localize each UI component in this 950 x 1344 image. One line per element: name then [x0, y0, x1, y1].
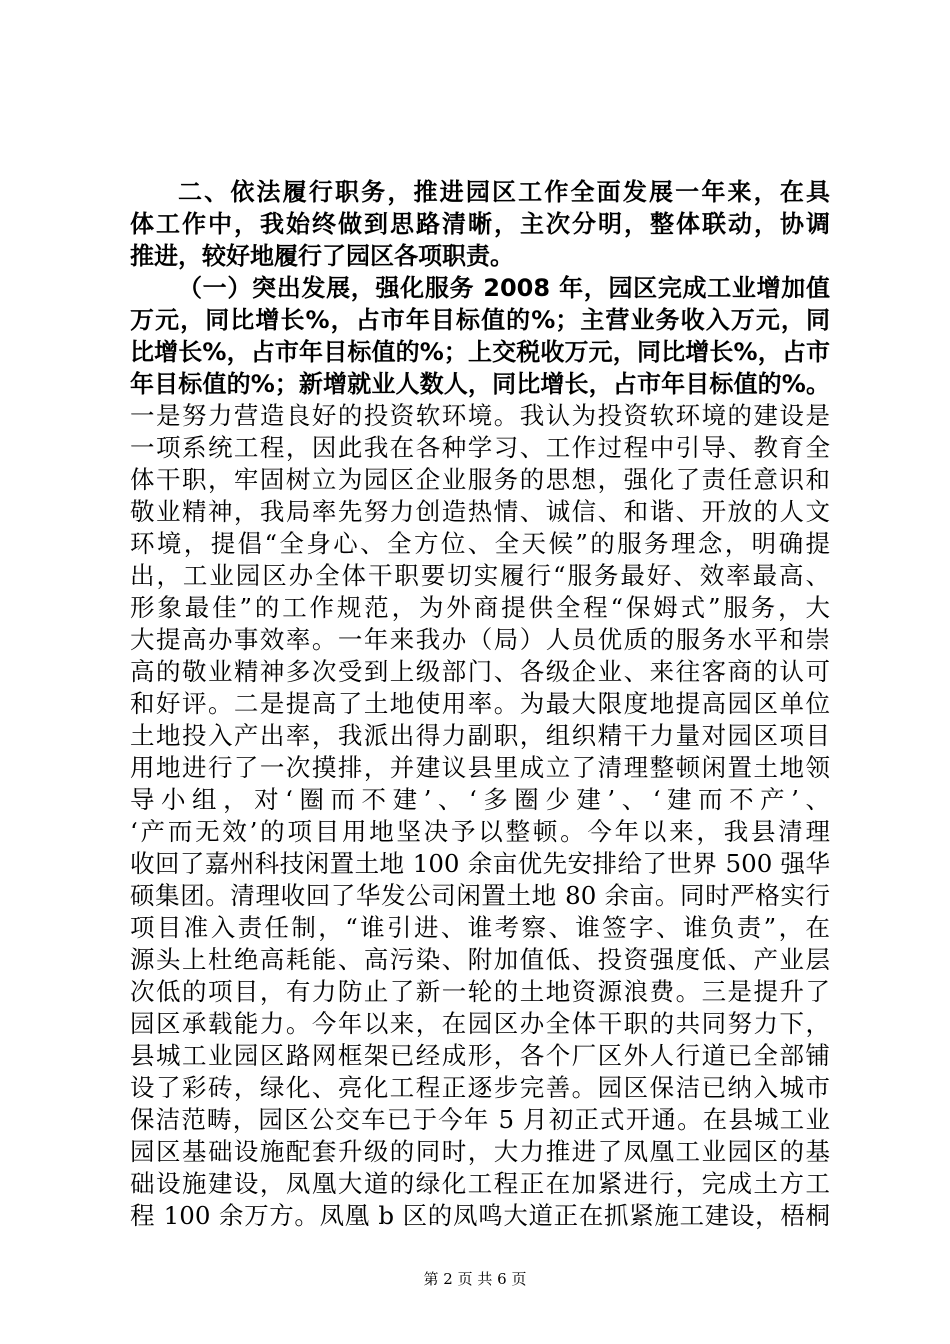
text-line: 比增长%，占市年目标值的%；上交税收万元，同比增长%，占市 — [130, 338, 830, 366]
text-line: 硕集团。清理收回了华发公司闲置土地 80 余亩。同时严格实行 — [130, 881, 830, 910]
text-line: 础设施建设，凤凰大道的绿化工程正在加紧进行，完成土方工 — [130, 1169, 830, 1198]
text-line: 出，工业园区办全体干职要切实履行“服务最好、效率最高、 — [130, 561, 830, 590]
text-line: 源头上杜绝高耗能、高污染、附加值低、投资强度低、产业层 — [130, 945, 830, 974]
text-line: 年目标值的%；新增就业人数人，同比增长，占市年目标值的%。 — [130, 370, 830, 398]
text-line: 体干职，牢固树立为园区企业服务的思想，强化了责任意识和 — [130, 465, 830, 494]
text-line: （一）突出发展，强化服务 2008 年，园区完成工业增加值 — [178, 274, 830, 302]
text-line: 程 100 余万方。凤凰 b 区的凤鸣大道正在抓紧施工建设，梧桐 — [130, 1201, 830, 1230]
text-line: 设了彩砖，绿化、亮化工程正逐步完善。园区保洁已纳入城市 — [130, 1073, 830, 1102]
text-line: ‘产而无效’的项目用地坚决予以整顿。今年以来，我县清理 — [130, 817, 830, 846]
page-footer: 第 2 页 共 6 页 — [423, 1270, 527, 1288]
text-line: 导小组，对‘圈而不建’、‘多圈少建’、‘建而不产’、 — [130, 785, 830, 814]
text-line: 一项系统工程，因此我在各种学习、工作过程中引导、教育全 — [130, 433, 830, 462]
body-text — [130, 176, 830, 1232]
text-line: 万元，同比增长%，占市年目标值的%；主营业务收入万元，同 — [130, 306, 830, 334]
text-line: 和好评。二是提高了土地使用率。为最大限度地提高园区单位 — [130, 689, 830, 718]
text-line: 推进，较好地履行了园区各项职责。 — [130, 242, 514, 270]
text-line: 土地投入产出率，我派出得力副职，组织精干力量对园区项目 — [130, 721, 830, 750]
text-line: 环境，提倡“全身心、全方位、全天候”的服务理念，明确提 — [130, 529, 830, 558]
text-line: 保洁范畴，园区公交车已于今年 5 月初正式开通。在县城工业 — [130, 1105, 830, 1134]
text-line: 敬业精神，我局率先努力创造热情、诚信、和谐、开放的人文 — [130, 497, 830, 526]
text-line: 一是努力营造良好的投资软环境。我认为投资软环境的建设是 — [130, 401, 830, 430]
text-line: 县城工业园区路网框架已经成形，各个厂区外人行道已全部铺 — [130, 1041, 830, 1070]
text-line: 园区承载能力。今年以来，在园区办全体干职的共同努力下， — [130, 1009, 830, 1038]
text-line: 项目准入责任制，“谁引进、谁考察、谁签字、谁负责”，在 — [130, 913, 830, 942]
text-line: 二、依法履行职务，推进园区工作全面发展一年来，在具 — [178, 178, 830, 206]
text-line: 收回了嘉州科技闲置土地 100 余亩优先安排给了世界 500 强华 — [130, 849, 830, 878]
text-line: 大提高办事效率。一年来我办（局）人员优质的服务水平和崇 — [130, 625, 830, 654]
text-line: 园区基础设施配套升级的同时，大力推进了凤凰工业园区的基 — [130, 1137, 830, 1166]
text-line: 形象最佳”的工作规范，为外商提供全程“保姆式”服务，大 — [130, 593, 830, 622]
text-line: 用地进行了一次摸排，并建议县里成立了清理整顿闲置土地领 — [130, 753, 830, 782]
text-line: 体工作中，我始终做到思路清晰，主次分明，整体联动，协调 — [130, 210, 830, 238]
text-line: 高的敬业精神多次受到上级部门、各级企业、来往客商的认可 — [130, 657, 830, 686]
text-line: 次低的项目，有力防止了新一轮的土地资源浪费。三是提升了 — [130, 977, 830, 1006]
